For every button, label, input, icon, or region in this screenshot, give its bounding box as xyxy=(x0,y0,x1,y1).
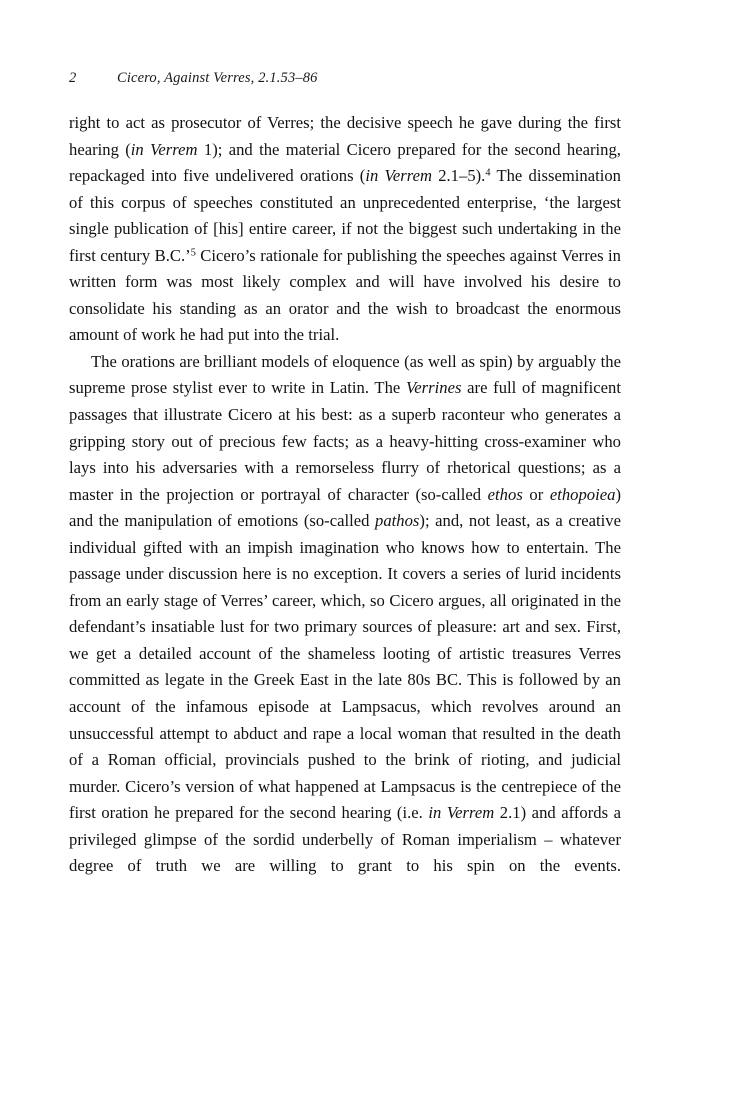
text-run: or xyxy=(522,484,550,504)
italic-term: in Verrem xyxy=(130,139,198,159)
footnote-marker: 4 xyxy=(485,167,491,179)
footnote-marker: 5 xyxy=(190,247,196,259)
text-run: The orations are brilliant models of eloquence (as well as spin) by arguably the supreme prose stylist ever to write in Latin. The xyxy=(69,351,621,398)
italic-term: Verrines xyxy=(405,378,462,398)
italic-term: ethopoiea xyxy=(549,484,616,504)
text-run: ) and the manipulation of emotions (so-called xyxy=(69,484,621,531)
running-head-title: Cicero, Against Verres, 2.1.53–86 xyxy=(117,70,318,86)
text-run: 2.1) and affords a privileged glimpse of the sordid underbelly of Roman imperialism – whatever degree of truth we are willing to grant to his spin on the events. xyxy=(69,803,621,876)
page-number: 2 xyxy=(69,70,77,86)
text-run: right to act as prosecutor of Verres; the decisive speech he gave during the first hearing ( xyxy=(69,113,621,159)
text-run: Cicero’s rationale for publishing the speeches against Verres in written form was most likely complex and will have involved his desire to consolidate his standing as an orator and the wish to broadcast the enormous amount of work he had put into the trial. xyxy=(69,245,621,345)
text-run: The dissemination of this corpus of speeches constituted an unprecedented enterprise, ‘the largest single publication of [his] entire career, if not the biggest such undertaking in the first century B.C.’ xyxy=(69,166,621,265)
text-run: 2.1–5). xyxy=(431,166,486,186)
text-run: are full of magnificent passages that illustrate Cicero at his best: as a superb raconteur who generates a gripping story out of precious few facts; as a heavy-hitting cross-examiner who lays into his adversaries with a remorseless flurry of rhetorical questions; as a master in the projection or portrayal of character (so-called xyxy=(69,378,621,504)
text-run: ); and, not least, as a creative individual gifted with an impish imagination who knows how to entertain. The passage under discussion here is no exception. It covers a series of lurid incidents from an early stage of Verres’ career, which, so Cicero argues, all originated in the defendant’s insatiable lust for two primary sources of pleasure: art and sex. First, we get a detailed account of the shameless looting of artistic treasures Verres committed as legate in the Greek East in the late 80s BC. This is followed by an account of the infamous episode at Lampsacus, which revolves around an unsuccessful attempt to abduct and rape a local woman that resulted in the death of a Roman official, provincials pushed to the brink of rioting, and judicial murder. Cicero’s version of what happened at Lampsacus is the centrepiece of the first oration he prepared for the second hearing (i.e. xyxy=(69,511,621,823)
text-run: 1); and the material Cicero prepared for the second hearing, repackaged into five undelivered orations ( xyxy=(69,139,621,186)
paragraph xyxy=(69,110,621,349)
italic-term: pathos xyxy=(375,511,420,531)
italic-term: in Verrem xyxy=(428,803,495,823)
italic-term: in Verrem xyxy=(365,166,432,186)
paragraph xyxy=(69,349,621,906)
italic-term: ethos xyxy=(487,484,523,504)
body-text-block xyxy=(69,110,621,906)
running-head xyxy=(69,68,621,90)
